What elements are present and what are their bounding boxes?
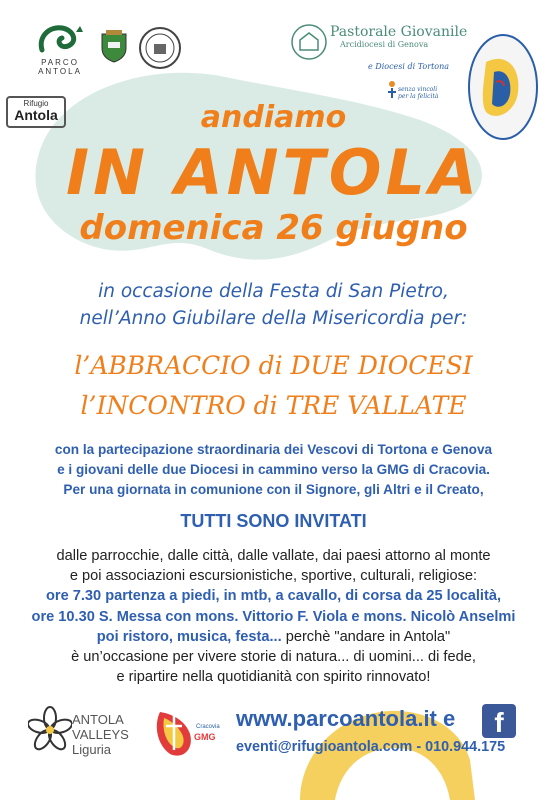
program-line-4: ore 10.30 S. Messa con mons. Vittorio F. Viola e mons. Nicolò Anselmi	[31, 608, 516, 625]
liguria-label: Liguria	[72, 742, 112, 757]
program-line-5	[0, 627, 547, 647]
municipal-crest-icon	[100, 30, 128, 64]
parco-antola-logo	[30, 22, 90, 76]
highlights	[0, 346, 547, 426]
antola-valleys-flower-icon	[28, 706, 72, 760]
highlight-incontro: l’INCONTRO di TRE VALLATE	[80, 391, 467, 420]
occasion-line-2: nell’Anno Giubilare della Misericordia per:	[79, 308, 468, 329]
website-link[interactable]: www.parcoantola.it e	[236, 706, 456, 731]
rifugio-label: Rifugio	[23, 99, 49, 108]
participation-line-3: Per una giornata in comunione con il Signore, gli Altri e il Creato,	[63, 482, 484, 497]
invitation-heading: TUTTI SONO INVITATI	[180, 511, 367, 531]
san-matteo-icon	[290, 22, 328, 62]
diocese-seal-icon	[138, 26, 182, 70]
contact-email[interactable]: eventi@rifugioantola.com - 010.944.175	[236, 739, 506, 755]
rifugio-name: Antola	[14, 107, 58, 123]
participation-line-2: e i giovani delle due Diocesi in cammino verso la GMG di Cracovia.	[57, 462, 490, 477]
facebook-icon[interactable]: f	[482, 704, 516, 738]
program-line-5-highlight: poi ristoro, musica, festa...	[96, 628, 282, 645]
program-line-6: è un’occasione per vivere storie di natura... di uomini... di fede,	[71, 649, 476, 666]
main-title: IN ANTOLA	[66, 136, 481, 209]
program-line-1: dalle parrocchie, dalle città, dalle vallate, dai paesi attorno al monte	[56, 548, 491, 564]
program-line-7: e ripartire nella quotidianità con spirito rinnovato!	[116, 669, 431, 686]
occasion-text	[0, 278, 547, 332]
gmg-label: GMG	[194, 732, 216, 742]
parco-spiral-icon	[36, 22, 84, 58]
program-line-2: e poi associazioni escursionistiche, sportive, culturali, religiose:	[69, 568, 478, 585]
pastorale-tagline: senza vincoli per la felicità	[398, 86, 439, 100]
pastorale-tortona: e Diocesi di Tortona	[368, 62, 450, 71]
highlight-abbraccio: l’ABBRACCIO di DUE DIOCESI	[74, 351, 473, 380]
program-line-3: ore 7.30 partenza a piedi, in mtb, a cavallo, di corsa da 25 località,	[45, 588, 501, 605]
cracovia-label: Cracovia	[196, 724, 220, 730]
participation-line-1: con la partecipazione straordinaria dei Vescovi di Tortona e Genova	[54, 442, 493, 457]
participation-text	[0, 440, 547, 500]
pastorale-subtitle: Arcidiocesi di Genova	[340, 40, 429, 49]
pastorale-title: Pastorale Giovanile	[330, 24, 468, 40]
program-line-5-rest: perchè "andare in Antola"	[281, 628, 451, 645]
antola-valleys-label: ANTOLA VALLEYS	[72, 712, 129, 742]
parco-antola-label: PARCO ANTOLA	[38, 58, 82, 76]
andiamo-heading: andiamo	[200, 100, 347, 135]
program-text	[0, 546, 547, 687]
occasion-line-1: in occasione della Festa di San Pietro,	[98, 281, 449, 302]
event-date: domenica 26 giugno	[79, 208, 468, 248]
antola-valleys-text	[72, 712, 132, 757]
